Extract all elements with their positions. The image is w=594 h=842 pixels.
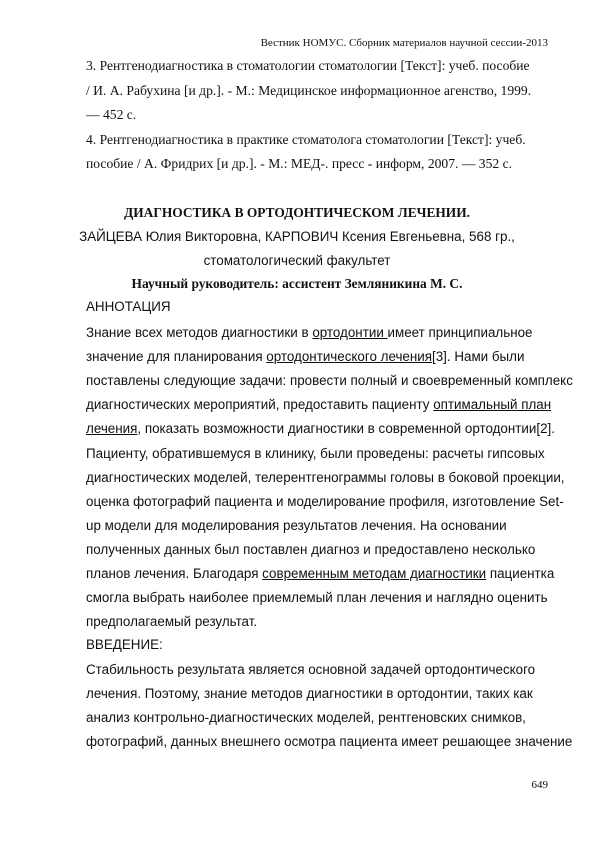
article-faculty: стоматологический факультет xyxy=(203,253,391,268)
intro-line: анализ контрольно-диагностических моделей, рентгеновских снимков, xyxy=(86,710,526,725)
annotation-line: оценка фотографий пациента и моделирование профиля, изготовление Set- xyxy=(86,494,564,509)
annotation-line: диагностических моделей, телерентгенограммы головы в боковой проекции, xyxy=(86,470,565,485)
intro-line: фотографий, данных внешнего осмотра пациента имеет решающее значение xyxy=(86,734,573,749)
reference-line: — 452 с. xyxy=(86,107,137,122)
annotation-line: смогла выбрать наиболее приемлемый план лечения и наглядно оценить xyxy=(86,590,548,605)
page-number: 649 xyxy=(531,779,548,791)
reference-line: пособие / А. Фридрих [и др.]. - М.: МЕД-. пресс - информ, 2007. — 352 с. xyxy=(86,156,513,171)
reference-line: / И. А. Рабухина [и др.]. - М.: Медицинское информационное агенство, 1999. xyxy=(86,83,532,98)
underlined-term: ортодонтического лечения xyxy=(266,349,432,364)
annotation-line: значение для планирования ортодонтического лечения[3]. Нами были xyxy=(86,349,525,364)
annotation-line: up модели для моделирования результатов лечения. На основании xyxy=(86,518,507,533)
underlined-term: оптимальный план xyxy=(433,397,552,412)
annotation-line: предполагаемый результат. xyxy=(86,614,258,629)
annotation-line: диагностических мероприятий, предоставить пациенту оптимальный план xyxy=(86,397,552,412)
reference-line: 4. Рентгенодиагностика в практике стоматолога стоматологии [Текст]: учеб. xyxy=(86,132,526,147)
running-header: Вестник НОМУС. Сборник материалов научной сессии-2013 xyxy=(260,37,548,49)
underlined-term: ортодонтии xyxy=(312,325,388,340)
underlined-term: современным методам диагностики xyxy=(262,566,487,581)
annotation-line: планов лечения. Благодаря современным методам диагностики пациентка xyxy=(86,566,555,581)
intro-heading: ВВЕДЕНИЕ: xyxy=(86,637,163,652)
article-title: ДИАГНОСТИКА В ОРТОДОНТИЧЕСКОМ ЛЕЧЕНИИ. xyxy=(124,205,470,220)
article-authors: ЗАЙЦЕВА Юлия Викторовна, КАРПОВИЧ Ксения Евгеньевна, 568 гр., xyxy=(79,229,515,244)
annotation-heading: АННОТАЦИЯ xyxy=(86,299,171,314)
annotation-line: лечения, показать возможности диагностики в современной ортодонтии[2]. xyxy=(86,421,555,436)
intro-line: лечения. Поэтому, знание методов диагностики в ортодонтии, таких как xyxy=(86,686,533,701)
intro-line: Стабильность результата является основной задачей ортодонтического xyxy=(86,662,536,677)
annotation-line: поставлены следующие задачи: провести полный и своевременный комплекс xyxy=(86,373,573,388)
article-supervisor: Научный руководитель: ассистент Земляникина М. С. xyxy=(131,276,463,291)
reference-line: 3. Рентгенодиагностика в стоматологии стоматологии [Текст]: учеб. пособие xyxy=(86,58,530,73)
annotation-line: Пациенту, обратившемуся в клинику, были проведены: расчеты гипсовых xyxy=(86,446,545,461)
annotation-line: полученных данных был поставлен диагноз и предоставлено несколько xyxy=(86,542,536,557)
underlined-term: лечения xyxy=(86,421,138,436)
annotation-line: Знание всех методов диагностики в ортодонтии имеет принципиальное xyxy=(86,325,533,340)
